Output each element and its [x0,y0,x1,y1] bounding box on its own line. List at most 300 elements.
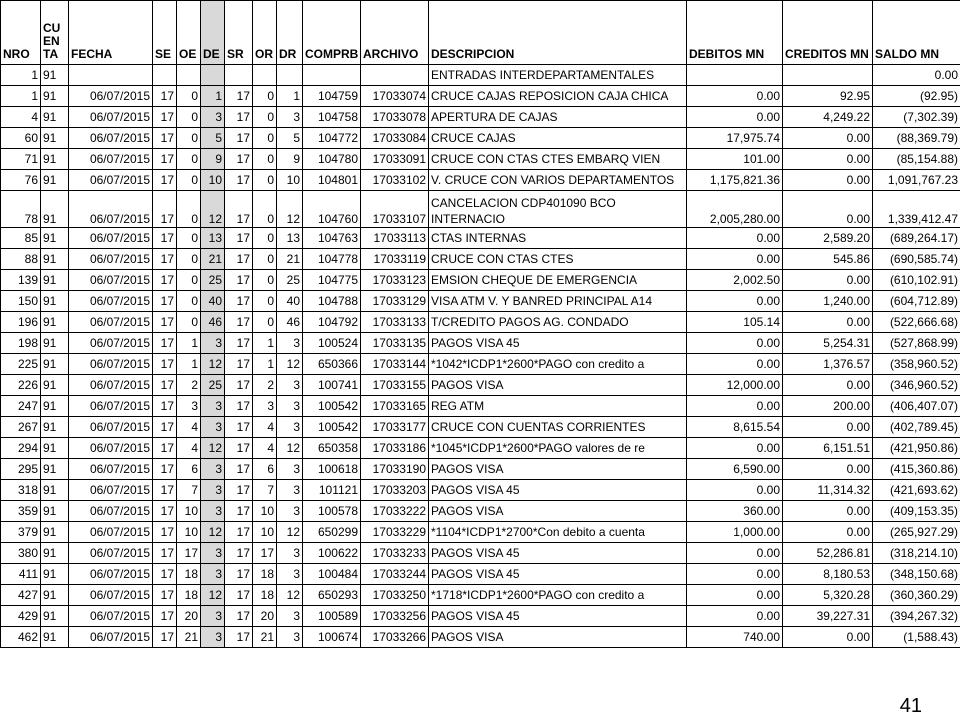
cell-descripcion: EMSION CHEQUE DE EMERGENCIA [429,270,687,291]
cell-cuenta: 91 [41,459,69,480]
cell-archivo: 17033177 [361,417,429,438]
cell-saldo: (7,302.39) [873,107,960,128]
cell-descripcion: CTAS INTERNAS [429,228,687,249]
cell-comprb: 104772 [303,128,361,149]
cell-debitos: 105.14 [687,312,783,333]
cell-cuenta: 91 [41,107,69,128]
cell-or: 21 [253,627,277,648]
cell-creditos: 0.00 [783,312,873,333]
cell-archivo: 17033078 [361,107,429,128]
cell-descripcion: T/CREDITO PAGOS AG. CONDADO [429,312,687,333]
cell-oe: 18 [177,585,201,606]
cell-nro: 150 [1,291,41,312]
cell-descripcion: REG ATM [429,396,687,417]
cell-se: 17 [153,585,177,606]
cell-de: 3 [201,480,225,501]
cell-debitos: 2,005,280.00 [687,191,783,228]
cell-descripcion: PAGOS VISA 45 [429,480,687,501]
cell-sr: 17 [225,543,253,564]
table-row [1,564,960,585]
header-row [1,1,960,65]
cell-or: 10 [253,501,277,522]
cell-fecha: 06/07/2015 [69,375,153,396]
cell-nro: 318 [1,480,41,501]
table-row [1,438,960,459]
cell-se: 17 [153,291,177,312]
cell-saldo: (265,927.29) [873,522,960,543]
cell-comprb: 104792 [303,312,361,333]
cell-de: 3 [201,459,225,480]
cell-creditos: 0.00 [783,375,873,396]
cell-dr: 3 [277,606,303,627]
table-row [1,249,960,270]
cell-de: 3 [201,627,225,648]
cell-creditos: 0.00 [783,522,873,543]
cell-cuenta: 91 [41,375,69,396]
cell-fecha: 06/07/2015 [69,270,153,291]
cell-se: 17 [153,459,177,480]
cell-nro: 225 [1,354,41,375]
cell-cuenta: 91 [41,606,69,627]
cell-se: 17 [153,375,177,396]
cell-sr: 17 [225,291,253,312]
cell-archivo: 17033144 [361,354,429,375]
cell-dr: 21 [277,249,303,270]
table-row [1,312,960,333]
cell-dr: 1 [277,86,303,107]
cell-sr: 17 [225,86,253,107]
cell-or: 0 [253,191,277,228]
cell-dr: 12 [277,438,303,459]
header-or: OR [253,1,277,65]
cell-comprb: 100542 [303,417,361,438]
header-de: DE [201,1,225,65]
cell-se: 17 [153,228,177,249]
cell-cuenta: 91 [41,480,69,501]
cell-fecha: 06/07/2015 [69,585,153,606]
cell-archivo: 17033266 [361,627,429,648]
cell-archivo: 17033222 [361,501,429,522]
cell-sr: 17 [225,270,253,291]
page-number: 41 [899,695,922,717]
cell-fecha: 06/07/2015 [69,564,153,585]
cell-or: 3 [253,396,277,417]
cell-nro: 1 [1,65,41,86]
cell-descripcion: V. CRUCE CON VARIOS DEPARTAMENTOS [429,170,687,191]
cell-creditos: 0.00 [783,627,873,648]
cell-nro: 139 [1,270,41,291]
cell-dr: 3 [277,396,303,417]
cell-descripcion: PAGOS VISA [429,501,687,522]
cell-fecha: 06/07/2015 [69,333,153,354]
cell-cuenta: 91 [41,149,69,170]
cell-dr: 12 [277,585,303,606]
cell-creditos: 5,320.28 [783,585,873,606]
cell-cuenta: 91 [41,564,69,585]
cell-oe: 0 [177,291,201,312]
cell-de: 25 [201,375,225,396]
cell-creditos: 200.00 [783,396,873,417]
cell-oe: 18 [177,564,201,585]
cell-creditos: 1,376.57 [783,354,873,375]
cell-de: 12 [201,354,225,375]
cell-fecha: 06/07/2015 [69,522,153,543]
cell-or: 0 [253,86,277,107]
cell-creditos: 0.00 [783,149,873,170]
cell-descripcion: APERTURA DE CAJAS [429,107,687,128]
cell-or: 0 [253,107,277,128]
cell-comprb: 100524 [303,333,361,354]
cell-fecha: 06/07/2015 [69,149,153,170]
cell-archivo: 17033256 [361,606,429,627]
cell-debitos: 0.00 [687,543,783,564]
cell-saldo: 1,339,412.47 [873,191,960,228]
table-row [1,107,960,128]
cell-dr: 3 [277,480,303,501]
cell-nro: 267 [1,417,41,438]
cell-se: 17 [153,417,177,438]
cell-comprb: 650366 [303,354,361,375]
cell-creditos: 1,240.00 [783,291,873,312]
cell-archivo: 17033123 [361,270,429,291]
cell-sr: 17 [225,585,253,606]
cell-dr: 3 [277,627,303,648]
cell-saldo: (406,407.07) [873,396,960,417]
cell-fecha: 06/07/2015 [69,438,153,459]
cell-nro: 429 [1,606,41,627]
cell-creditos: 545.86 [783,249,873,270]
cell-oe: 7 [177,480,201,501]
cell-debitos: 0.00 [687,107,783,128]
cell-sr: 17 [225,128,253,149]
cell-descripcion: PAGOS VISA 45 [429,564,687,585]
cell-se: 17 [153,170,177,191]
cell-de: 3 [201,606,225,627]
cell-nro: 380 [1,543,41,564]
cell-se: 17 [153,312,177,333]
cell-comprb: 650293 [303,585,361,606]
cell-descripcion: PAGOS VISA 45 [429,333,687,354]
cell-comprb: 104759 [303,86,361,107]
cell-or: 18 [253,564,277,585]
cell-descripcion: PAGOS VISA 45 [429,606,687,627]
cell-archivo: 17033203 [361,480,429,501]
cell-nro: 85 [1,228,41,249]
cell-de: 3 [201,501,225,522]
cell-saldo: 1,091,767.23 [873,170,960,191]
header-comprb: COMPRB [303,1,361,65]
cell-sr: 17 [225,191,253,228]
cell-descripcion: PAGOS VISA 45 [429,543,687,564]
cell-saldo: (348,150.68) [873,564,960,585]
cell-sr: 17 [225,333,253,354]
cell-dr: 12 [277,354,303,375]
table-body [1,65,960,648]
header-archivo: ARCHIVO [361,1,429,65]
cell-oe: 0 [177,270,201,291]
cell-creditos: 6,151.51 [783,438,873,459]
cell-fecha: 06/07/2015 [69,480,153,501]
cell-comprb: 650358 [303,438,361,459]
cell-archivo: 17033091 [361,149,429,170]
header-cuenta: CU EN TA [41,1,69,65]
table-row [1,585,960,606]
cell-descripcion: CRUCE CON CUENTAS CORRIENTES [429,417,687,438]
cell-comprb: 100542 [303,396,361,417]
cell-comprb: 100484 [303,564,361,585]
cell-archivo: 17033135 [361,333,429,354]
cell-oe: 10 [177,522,201,543]
cell-comprb: 100618 [303,459,361,480]
cell-cuenta: 91 [41,438,69,459]
cell-fecha: 06/07/2015 [69,107,153,128]
cell-cuenta: 91 [41,191,69,228]
cell-de: 12 [201,191,225,228]
cell-oe: 1 [177,333,201,354]
cell-oe: 20 [177,606,201,627]
cell-dr: 40 [277,291,303,312]
cell-dr: 13 [277,228,303,249]
cell-descripcion: VISA ATM V. Y BANRED PRINCIPAL A14 [429,291,687,312]
cell-oe: 21 [177,627,201,648]
cell-de: 3 [201,333,225,354]
cell-or: 18 [253,585,277,606]
cell-saldo: (1,588.43) [873,627,960,648]
cell-archivo: 17033250 [361,585,429,606]
table-row [1,228,960,249]
cell-de: 3 [201,396,225,417]
cell-saldo: (522,666.68) [873,312,960,333]
cell-descripcion: *1045*ICDP1*2600*PAGO valores de re [429,438,687,459]
cell-se: 17 [153,333,177,354]
cell-cuenta: 91 [41,333,69,354]
cell-de: 3 [201,107,225,128]
cell-nro: 4 [1,107,41,128]
cell-oe: 0 [177,149,201,170]
cell-dr: 3 [277,459,303,480]
cell-sr: 17 [225,627,253,648]
cell-or: 20 [253,606,277,627]
table-row [1,480,960,501]
cell-creditos: 0.00 [783,270,873,291]
cell-nro: 462 [1,627,41,648]
cell-se: 17 [153,438,177,459]
cell-cuenta: 91 [41,543,69,564]
cell-descripcion: PAGOS VISA [429,375,687,396]
cell-cuenta: 91 [41,396,69,417]
cell-archivo: 17033165 [361,396,429,417]
cell-creditos: 2,589.20 [783,228,873,249]
cell-de: 12 [201,438,225,459]
cell-archivo: 17033119 [361,249,429,270]
cell-fecha: 06/07/2015 [69,606,153,627]
cell-creditos: 0.00 [783,459,873,480]
cell-sr: 17 [225,564,253,585]
cell-cuenta: 91 [41,501,69,522]
cell-creditos: 92.95 [783,86,873,107]
cell-oe: 0 [177,312,201,333]
cell-saldo: (402,789.45) [873,417,960,438]
cell-comprb: 100578 [303,501,361,522]
table-row [1,522,960,543]
cell-archivo: 17033133 [361,312,429,333]
cell-descripcion: CRUCE CON CTAS CTES EMBARQ VIEN [429,149,687,170]
cell-comprb: 104780 [303,149,361,170]
table-row [1,86,960,107]
cell-cuenta: 91 [41,354,69,375]
cell-oe: 17 [177,543,201,564]
cell-archivo: 17033102 [361,170,429,191]
cell-oe: 1 [177,354,201,375]
cell-debitos: 360.00 [687,501,783,522]
cell-fecha: 06/07/2015 [69,312,153,333]
cell-fecha: 06/07/2015 [69,627,153,648]
table-row [1,149,960,170]
cell-saldo: (610,102.91) [873,270,960,291]
cell-se: 17 [153,501,177,522]
cell-dr: 12 [277,522,303,543]
cell-nro: 411 [1,564,41,585]
cell-or: 2 [253,375,277,396]
cell-debitos: 740.00 [687,627,783,648]
cell-sr: 17 [225,149,253,170]
cell-nro: 427 [1,585,41,606]
cell-saldo: (360,360.29) [873,585,960,606]
cell-nro: 226 [1,375,41,396]
table-row [1,627,960,648]
cell-sr: 17 [225,396,253,417]
cell-or: 10 [253,522,277,543]
cell-sr: 17 [225,606,253,627]
cell-oe: 0 [177,107,201,128]
cell-fecha: 06/07/2015 [69,417,153,438]
table-row [1,396,960,417]
cell-cuenta: 91 [41,228,69,249]
cell-oe: 0 [177,128,201,149]
cell-saldo: (421,950.86) [873,438,960,459]
cell-cuenta: 91 [41,128,69,149]
cell-debitos: 0.00 [687,585,783,606]
cell-de: 5 [201,128,225,149]
cell-de: 3 [201,564,225,585]
cell-sr: 17 [225,107,253,128]
cell-se: 17 [153,627,177,648]
cell-cuenta: 91 [41,312,69,333]
cell-fecha: 06/07/2015 [69,86,153,107]
cell-dr: 3 [277,375,303,396]
cell-descripcion: PAGOS VISA [429,459,687,480]
cell-debitos: 6,590.00 [687,459,783,480]
cell-sr: 17 [225,228,253,249]
cell-sr: 17 [225,459,253,480]
cell-comprb: 104778 [303,249,361,270]
table-row [1,270,960,291]
cell-or: 7 [253,480,277,501]
cell-de: 10 [201,170,225,191]
cell-fecha: 06/07/2015 [69,396,153,417]
cell-de: 46 [201,312,225,333]
cell-saldo: (421,693.62) [873,480,960,501]
cell-or: 4 [253,438,277,459]
table-row [1,191,960,228]
cell-nro: 78 [1,191,41,228]
cell-cuenta: 91 [41,522,69,543]
cell-creditos: 8,180.53 [783,564,873,585]
table-row [1,375,960,396]
cell-comprb: 104788 [303,291,361,312]
cell-or: 0 [253,228,277,249]
cell-sr: 17 [225,438,253,459]
cell-or: 0 [253,149,277,170]
cell-se: 17 [153,128,177,149]
header-oe: OE [177,1,201,65]
cell-archivo: 17033113 [361,228,429,249]
cell-se: 17 [153,606,177,627]
cell-sr: 17 [225,480,253,501]
cell-se: 17 [153,249,177,270]
table-row [1,291,960,312]
cell-cuenta: 91 [41,86,69,107]
cell-debitos: 0.00 [687,291,783,312]
cell-creditos: 0.00 [783,128,873,149]
cell-dr: 3 [277,564,303,585]
cell-or: 0 [253,291,277,312]
cell-descripcion: *1104*ICDP1*2700*Con debito a cuenta [429,522,687,543]
cell-dr: 3 [277,333,303,354]
cell-fecha: 06/07/2015 [69,249,153,270]
cell-saldo: (409,153.35) [873,501,960,522]
cell-se: 17 [153,543,177,564]
cell-or: 4 [253,417,277,438]
header-debitos: DEBITOS MN [687,1,783,65]
cell-archivo: 17033107 [361,191,429,228]
cell-or: 0 [253,270,277,291]
cell-oe: 0 [177,86,201,107]
cell-archivo: 17033129 [361,291,429,312]
cell-nro: 294 [1,438,41,459]
cell-oe: 0 [177,191,201,228]
cell-de: 25 [201,270,225,291]
cell-saldo: (346,960.52) [873,375,960,396]
cell-se: 17 [153,396,177,417]
cell-de: 40 [201,291,225,312]
table-row [1,354,960,375]
header-creditos: CREDITOS MN [783,1,873,65]
header-sr: SR [225,1,253,65]
cell-sr: 17 [225,312,253,333]
cell-comprb: 104763 [303,228,361,249]
table-row [1,459,960,480]
cell-saldo: (358,960.52) [873,354,960,375]
cell-debitos: 17,975.74 [687,128,783,149]
cell-or: 0 [253,128,277,149]
cell-sr: 17 [225,522,253,543]
cell-nro: 76 [1,170,41,191]
table-row [1,543,960,564]
cell-oe: 10 [177,501,201,522]
cell-fecha: 06/07/2015 [69,291,153,312]
cell-comprb: 104760 [303,191,361,228]
cell-sr: 17 [225,417,253,438]
cell-oe: 6 [177,459,201,480]
cell-cuenta: 91 [41,170,69,191]
header-se: SE [153,1,177,65]
table-row [1,606,960,627]
cell-sr: 17 [225,354,253,375]
cell-se: 17 [153,564,177,585]
cell-se: 17 [153,480,177,501]
cell-nro: 1 [1,86,41,107]
